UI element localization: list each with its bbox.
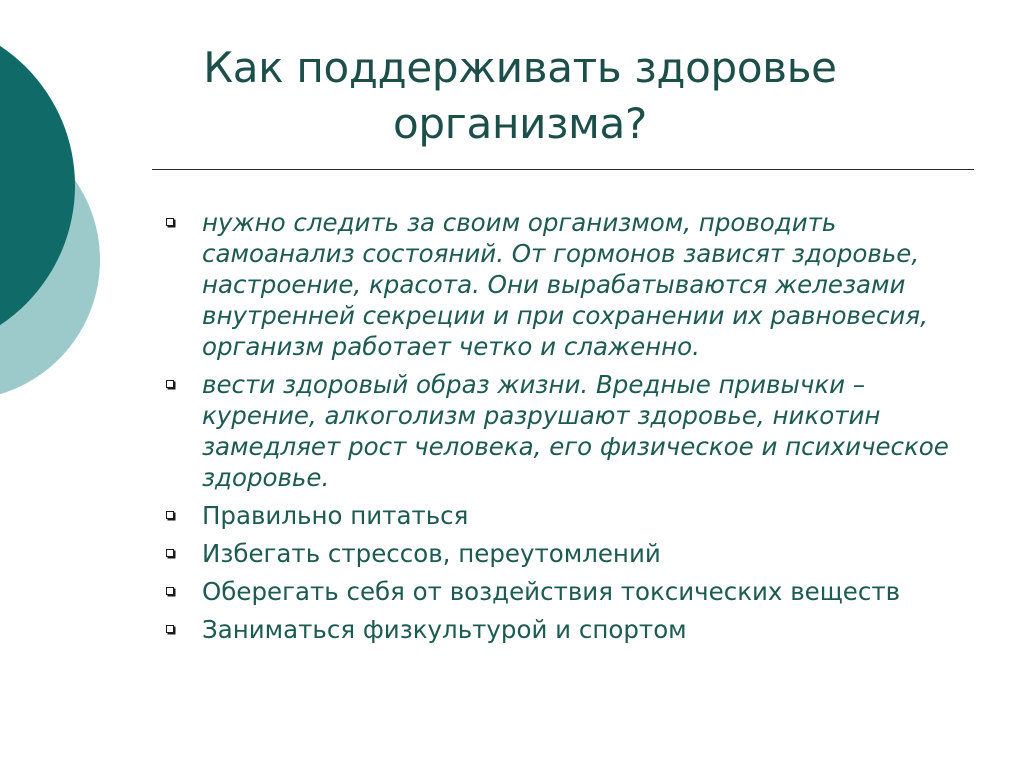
- square-bullet-icon: [166, 625, 174, 633]
- bullet-text: Оберегать себя от воздействия токсических веществ: [202, 577, 901, 606]
- square-bullet-icon: [166, 380, 174, 388]
- bullet-text: Заниматься физкультурой и спортом: [202, 615, 687, 644]
- bullet-item: [160, 207, 970, 362]
- bullet-text: Правильно питаться: [202, 501, 469, 530]
- bullet-item: [160, 369, 970, 493]
- slide-title: [150, 40, 890, 152]
- bullet-item: [160, 614, 970, 645]
- bullet-item: [160, 500, 970, 531]
- slide-title-line: организма?: [393, 99, 647, 148]
- title-divider: [152, 169, 974, 170]
- bullet-item: [160, 538, 970, 569]
- bullet-item: [160, 576, 970, 607]
- square-bullet-icon: [166, 549, 174, 557]
- slide-title-line: Как поддерживать здоровье: [203, 43, 837, 92]
- square-bullet-icon: [166, 218, 174, 226]
- square-bullet-icon: [166, 511, 174, 519]
- bullet-text: нужно следить за своим организмом, проводить самоанализ состояний. От гормонов зависят здоровье, настроение, красота. Они вырабатываются железами внутренней секреции и при сохранении их равновесия, организм работает четко и слаженно.: [202, 208, 928, 361]
- bullet-text: Избегать стрессов, переутомлений: [202, 539, 661, 568]
- square-bullet-icon: [166, 587, 174, 595]
- bullet-text: вести здоровый образ жизни. Вредные привычки – курение, алкоголизм разрушают здоровье, никотин замедляет рост человека, его физическое и психическое здоровье.: [202, 370, 949, 492]
- bullet-list: [160, 207, 970, 652]
